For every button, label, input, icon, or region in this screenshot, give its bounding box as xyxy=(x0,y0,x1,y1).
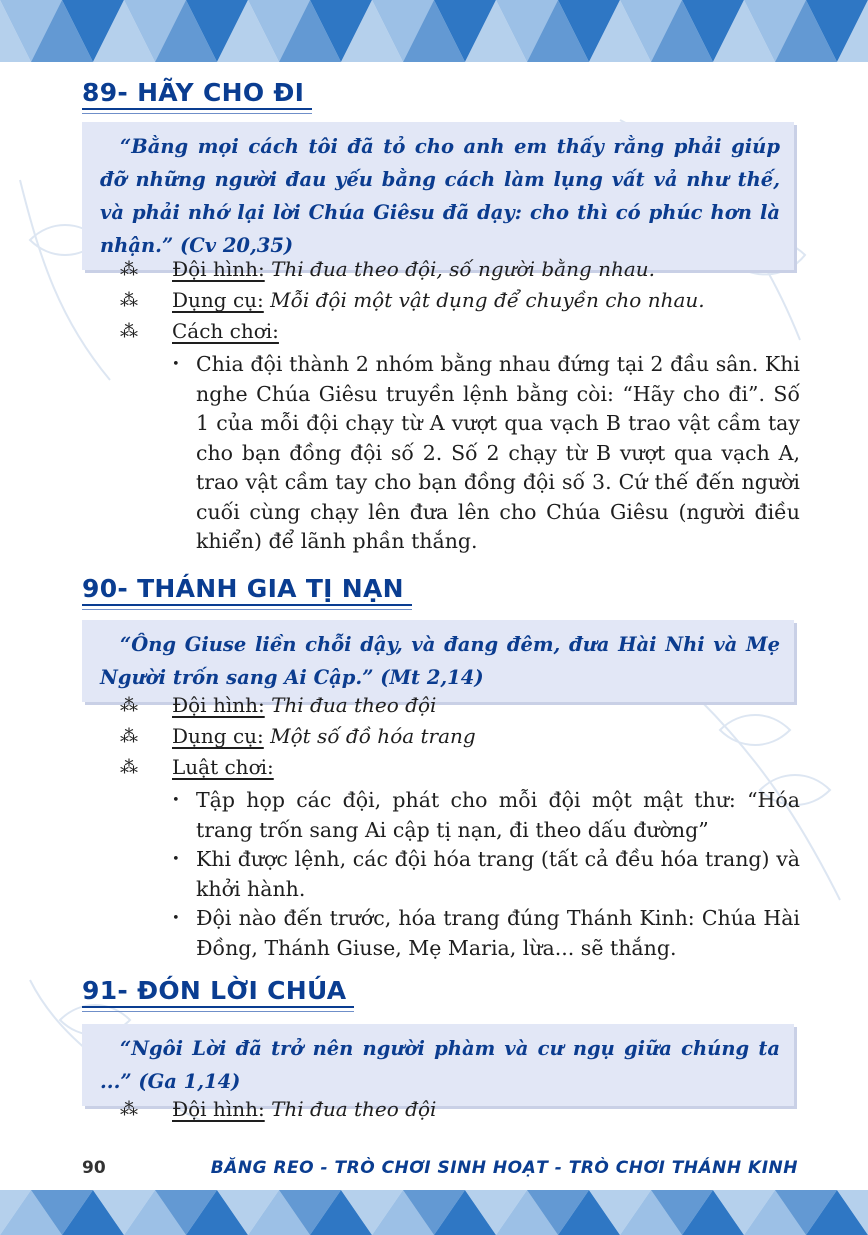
scripture-quote: “Bằng mọi cách tôi đã tỏ cho anh em thấy rằng phải giúp đỡ những người đau yếu bằng cách làm lụng vất vả như thế, và phải nhớ lại lời Chúa Giêsu đã dạy: cho thì có phúc hơn là nhận.” (Cv 20,35) xyxy=(100,135,780,257)
section-title-91: 91- ĐÓN LỜI CHÚA xyxy=(82,976,354,1009)
list-item: • Đội nào đến trước, hóa trang đúng Thánh Kinh: Chúa Hài Đồng, Thánh Giuse, Mẹ Maria, lừa... sẽ thắng. xyxy=(172,906,800,960)
section-title-89: 89- HÃY CHO ĐI xyxy=(82,78,312,111)
game-details-91 xyxy=(120,1094,800,1125)
asterism-icon: ⁂ xyxy=(120,726,138,747)
small-bullet-icon: • xyxy=(172,911,180,926)
asterism-icon: ⁂ xyxy=(120,259,138,280)
page-number: 90 xyxy=(82,1158,106,1178)
section-title-90: 90- THÁNH GIA TỊ NẠN xyxy=(82,574,412,607)
asterism-icon: ⁂ xyxy=(120,321,138,342)
small-bullet-icon: • xyxy=(172,852,180,867)
detail-formation: ⁂ Đội hình: Thi đua theo đội, số người bằng nhau. xyxy=(120,254,800,285)
quote-box-89 xyxy=(82,122,794,270)
list-item: • Chia đội thành 2 nhóm bằng nhau đứng tại 2 đầu sân. Khi nghe Chúa Giêsu truyền lệnh bằng còi: “Hãy cho đi”. Số 1 của mỗi đội chạy từ A vượt qua vạch B trao vật cầm tay cho bạn đồng đội số 2. Số 2 chạy từ B vượt qua vạch A, trao vật cầm tay cho bạn đồng đội số 3. Cứ thế đến người cuối cùng chạy lên đưa lên cho Chúa Giêsu (người điều khiển) để lãnh phần thắng. xyxy=(172,352,800,553)
asterism-icon: ⁂ xyxy=(120,695,138,716)
detail-how-to-play: ⁂ Cách chơi: xyxy=(120,316,800,347)
small-bullet-icon: • xyxy=(172,793,180,808)
top-triangle-border xyxy=(0,0,868,62)
asterism-icon: ⁂ xyxy=(120,757,138,778)
game-details-90 xyxy=(120,690,800,963)
scripture-quote: “Ông Giuse liền chỗi dậy, và đang đêm, đưa Hài Nhi và Mẹ Người trốn sang Ai Cập.” (Mt 2,14) xyxy=(100,633,780,689)
detail-formation: ⁂ Đội hình: Thi đua theo đội xyxy=(120,690,800,721)
small-bullet-icon: • xyxy=(172,357,180,372)
list-item: • Khi được lệnh, các đội hóa trang (tất cả đều hóa trang) và khởi hành. xyxy=(172,847,800,901)
bottom-triangle-border xyxy=(0,1190,868,1235)
detail-equipment: ⁂ Dụng cụ: Mỗi đội một vật dụng để chuyền cho nhau. xyxy=(120,285,800,316)
asterism-icon: ⁂ xyxy=(120,1099,138,1120)
detail-equipment: ⁂ Dụng cụ: Một số đồ hóa trang xyxy=(120,721,800,752)
detail-formation: ⁂ Đội hình: Thi đua theo đội xyxy=(120,1094,800,1125)
detail-rules: ⁂ Luật chơi: xyxy=(120,752,800,783)
book-title: BĂNG REO - TRÒ CHƠI SINH HOẠT - TRÒ CHƠI THÁNH KINH xyxy=(210,1158,798,1178)
list-item: • Tập họp các đội, phát cho mỗi đội một mật thư: “Hóa trang trốn sang Ai cập tị nạn, đi theo dấu đường” xyxy=(172,788,800,842)
game-details-89 xyxy=(120,254,800,557)
asterism-icon: ⁂ xyxy=(120,290,138,311)
scripture-quote: “Ngôi Lời đã trở nên người phàm và cư ngụ giữa chúng ta ...” (Ga 1,14) xyxy=(100,1037,780,1093)
